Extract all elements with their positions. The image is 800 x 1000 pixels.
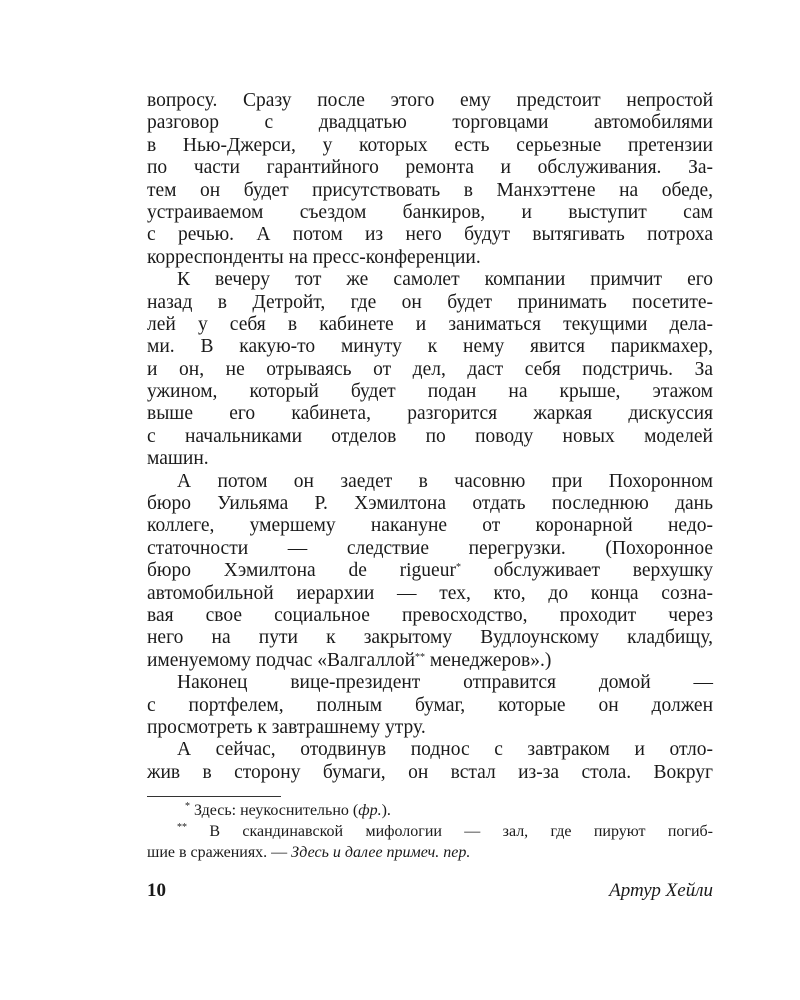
text-line: жив в сторону бумаги, он встал из-за стола. Вокруг: [147, 761, 713, 783]
text-line: и он, не отрываясь от дел, даст себя подстричь. За: [147, 358, 713, 380]
footnote-1: [147, 800, 713, 821]
footnote-divider: [147, 796, 281, 797]
text-fragment: обслуживает верхушку: [493, 560, 713, 582]
footnote-ref-1: *: [455, 562, 461, 574]
footnotes: [147, 800, 713, 863]
footnote-1-language: фр.: [358, 802, 382, 819]
text-line: разговор с двадцатью торговцами автомобилями: [147, 112, 713, 134]
text-line: с начальниками отделов по поводу новых моделей: [147, 425, 713, 447]
text-line: по части гарантийного ремонта и обслуживания. За-: [147, 157, 713, 179]
footnote-2-text: В скандинавской мифологии — зал, где пируют погиб-: [209, 823, 714, 840]
footnote-1-text: Здесь: неукоснительно (: [194, 802, 359, 819]
text-line: статочности — следствие перегрузки. (Похоронное: [147, 537, 713, 559]
paragraph-start: К вечеру тот же самолет компании примчит его: [177, 269, 713, 291]
text-line: с речью. А потом из него будут вытягивать потроха: [147, 224, 713, 246]
page-number: 10: [147, 880, 166, 901]
footnote-mark-2: **: [177, 822, 187, 833]
text-line: ми. В какую-то минуту к нему явится парикмахер,: [147, 336, 713, 358]
text-fragment: менеджеров».): [429, 649, 552, 671]
footnote-ref-2: **: [415, 651, 426, 663]
text-line: машин.: [147, 448, 209, 470]
footnote-2: [147, 821, 713, 842]
text-line: него на пути к закрытому Вудлоунскому кладбищу,: [147, 627, 713, 649]
author-name: Артур Хейли: [609, 880, 713, 901]
paragraph-start: А потом он заедет в часовню при Похоронном: [177, 470, 713, 492]
text-line: коллеге, умершему накануне от коронарной недо-: [147, 515, 713, 537]
text-line: ужином, который будет подан на крыше, этажом: [147, 381, 713, 403]
text-line: вая свое социальное превосходство, проходит через: [147, 604, 713, 626]
text-line: с портфелем, полным бумаг, которые он должен: [147, 694, 713, 716]
text-line: просмотреть к завтрашнему утру.: [147, 716, 426, 738]
text-line-with-footnote-ref: [147, 560, 713, 582]
paragraph-start: А сейчас, отодвинув поднос с завтраком и отло-: [177, 739, 713, 761]
text-line: бюро Уильяма Р. Хэмилтона отдать последнюю дань: [147, 493, 713, 515]
text-line: вопросу. Сразу после этого ему предстоит непростой: [147, 90, 713, 111]
footnote-2-text-end: шие в сражениях. —: [147, 844, 288, 861]
text-line: выше его кабинета, разгорится жаркая дискуссия: [147, 403, 713, 425]
text-line: корреспонденты на пресс-конференции.: [147, 246, 481, 268]
text-line: лей у себя в кабинете и заниматься текущими дела-: [147, 313, 713, 335]
text-line: тем он будет присутствовать в Манхэттене на обеде,: [147, 179, 713, 201]
text-line: устраиваемом съездом банкиров, и выступит сам: [147, 201, 713, 223]
paragraph-start: Наконец вице-президент отправится домой —: [177, 672, 713, 694]
text-fragment: именуемому подчас «Валгаллой: [147, 649, 416, 671]
footnote-mark-1: *: [185, 801, 190, 812]
text-line: назад в Детройт, где он будет принимать посетите-: [147, 291, 713, 313]
text-fragment: бюро Хэмилтона de rigueur: [147, 560, 456, 582]
text-line: автомобильной иерархии — тех, кто, до конца созна-: [147, 582, 713, 604]
footnote-1-end: ).: [381, 802, 391, 819]
footnote-2-continued: [147, 842, 713, 863]
main-text: [147, 90, 713, 784]
translator-note: Здесь и далее примеч. пер.: [291, 844, 471, 861]
text-line-with-footnote-ref: [147, 650, 713, 672]
text-line: в Нью-Джерси, у которых есть серьезные претензии: [147, 134, 713, 156]
